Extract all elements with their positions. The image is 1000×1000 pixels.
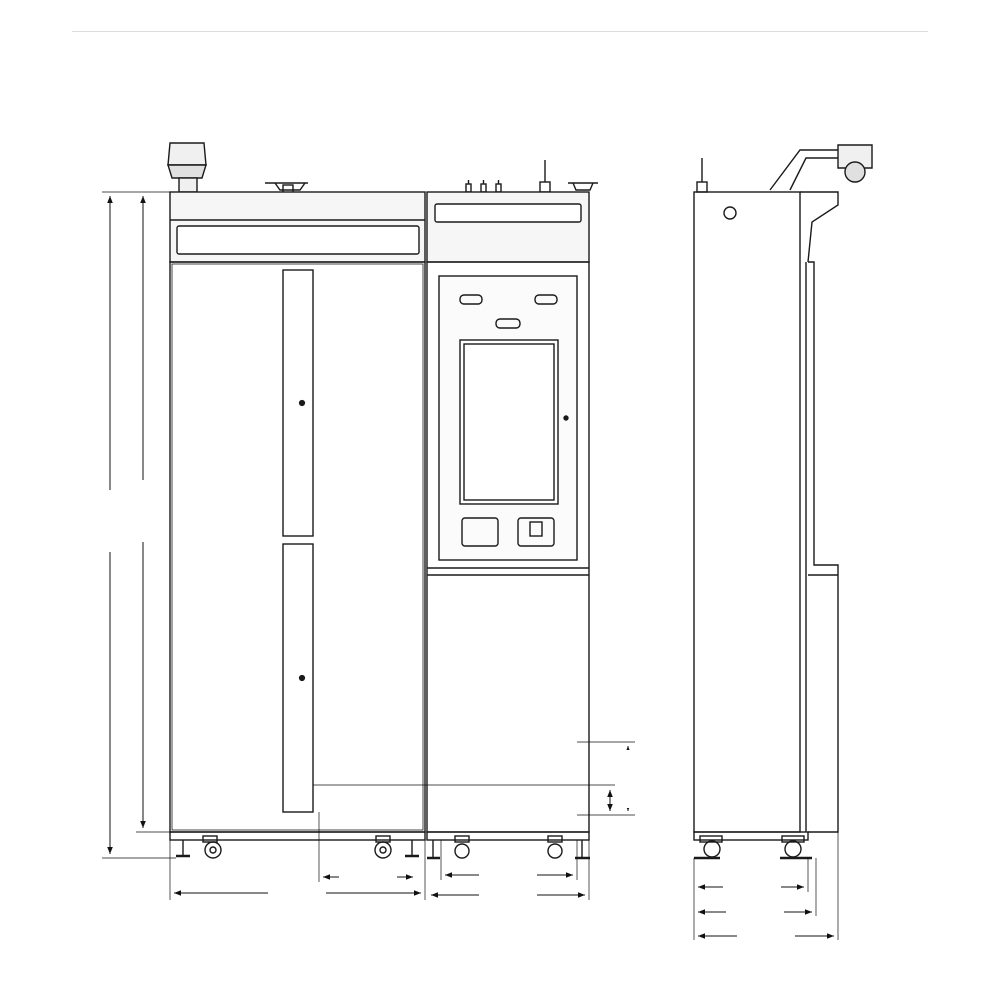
antenna-icon: [540, 160, 550, 192]
lifting-handle: [568, 183, 598, 190]
caster-icon: [548, 836, 562, 858]
side-cabinet-body: [694, 192, 800, 832]
touch-screen: [460, 340, 558, 504]
caster-icon: [203, 836, 221, 858]
center-door-top: [283, 270, 313, 536]
right-cabinet: [427, 160, 598, 858]
camera-icon: [838, 145, 872, 182]
side-view: [694, 145, 872, 858]
display-banner: [177, 226, 419, 254]
caster-icon: [455, 836, 469, 858]
caster-icon: [375, 836, 391, 858]
right-header-panel: [427, 192, 589, 262]
caster-icon: [782, 836, 804, 857]
caster-icon: [700, 836, 722, 857]
lifting-handle: [265, 183, 308, 190]
antenna-icon: [697, 158, 707, 192]
left-cabinet-body: [170, 262, 425, 832]
center-door-bottom: [283, 544, 313, 812]
left-cabinet: [168, 143, 425, 858]
connector-icon: [466, 180, 501, 192]
camera-icon: [168, 143, 206, 192]
